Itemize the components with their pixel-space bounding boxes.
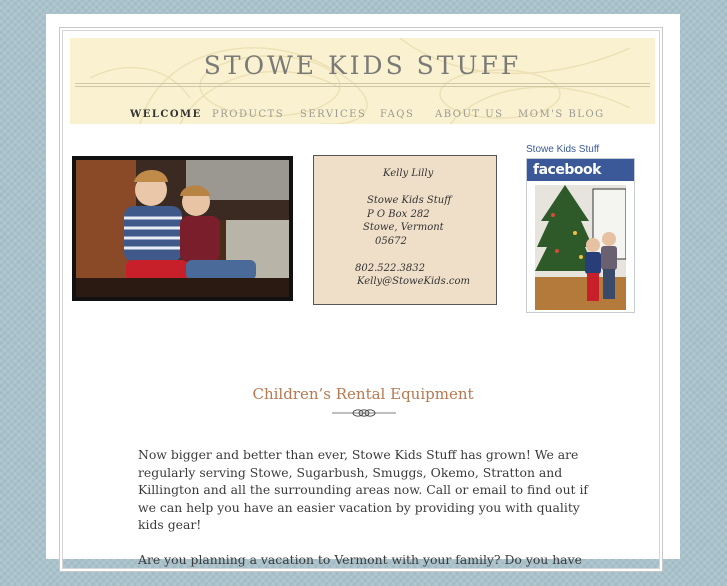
facebook-logo: facebook (527, 159, 634, 181)
site-header (70, 38, 655, 124)
contact-zip: 05672 (375, 236, 407, 247)
nav-services[interactable]: SERVICES (300, 109, 367, 120)
welcome-paragraph-1: Now bigger and better than ever, Stowe Kids Stuff has grown! We are regularly serving Stowe, Sugarbush, Smuggs, Okemo, Stratton and Killington and all the surrounding areas now. Call or email to find out if we can help you have an easier vacation by providing you with quality kids gear! (138, 447, 589, 533)
kids-photo (72, 156, 293, 301)
facebook-badge[interactable] (526, 158, 635, 313)
main-nav (70, 109, 655, 124)
nav-faqs[interactable]: FAQS (380, 109, 415, 120)
site-title: STOWE KIDS STUFF (203, 51, 522, 80)
welcome-paragraph-2: Are you planning a vacation to Vermont with your family? Do you have (138, 551, 582, 567)
contact-business: Stowe Kids Stuff (367, 195, 452, 206)
page-container (46, 14, 680, 567)
contact-phone: 802.522.3832 (355, 263, 425, 274)
welcome-text (138, 446, 598, 586)
nav-welcome[interactable]: WELCOME (130, 109, 202, 120)
nav-moms-blog[interactable]: MOM'S BLOG (518, 109, 605, 120)
nav-products[interactable]: PRODUCTS (212, 109, 285, 120)
header-rule-top (75, 83, 650, 84)
contact-city-state: Stowe, Vermont (363, 222, 444, 233)
section-heading: Children’s Rental Equipment (252, 385, 474, 403)
contact-address-box (313, 155, 497, 305)
ornament-divider (332, 406, 396, 420)
nav-about-us[interactable]: ABOUT US (435, 109, 504, 120)
contact-email[interactable]: Kelly@StoweKids.com (357, 276, 471, 287)
contact-po-box: P O Box 282 (367, 209, 430, 220)
kids-photo-illustration (76, 160, 289, 297)
facebook-page-link[interactable]: Stowe Kids Stuff (526, 144, 600, 155)
header-rule-bottom (75, 86, 650, 87)
facebook-profile-photo (535, 185, 626, 310)
contact-name: Kelly Lilly (383, 168, 434, 179)
